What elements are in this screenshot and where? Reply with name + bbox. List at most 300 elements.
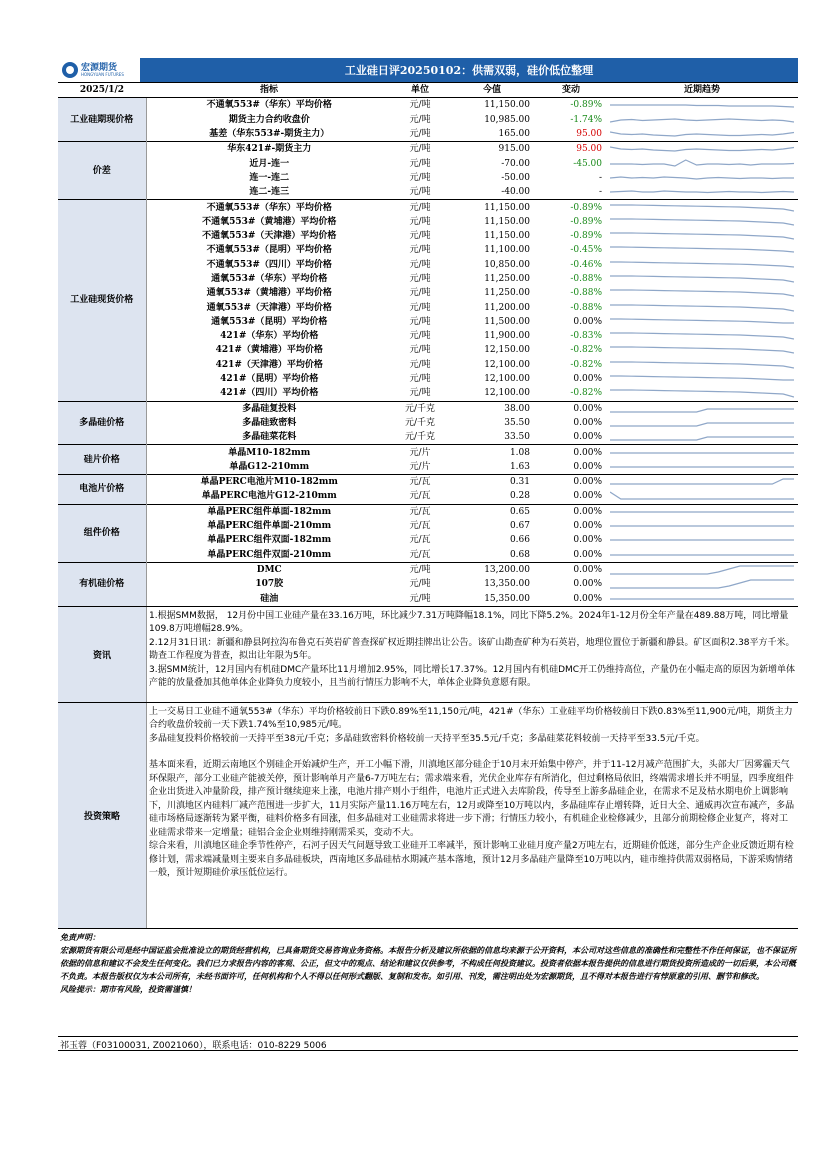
- change-value: 0.00%: [536, 562, 606, 577]
- news-item: 3.据SMM统计，12月国内有机硅DMC产量环比11月增加2.95%，同比增长17.37%。12月国内有机硅DMC开工仍维持高位，产量仍在小幅走高的原因为新增单体产能的放量叠加其他单体企业降负力度较小，且当前行情压力影响不大，单体企业降负意愿有限。: [149, 664, 796, 689]
- group-label: 有机硅价格: [58, 562, 146, 605]
- trend-line: [610, 362, 794, 368]
- report-page: [58, 58, 798, 1051]
- indicator-name: 通氧553#（天津港）平均价格: [206, 302, 332, 313]
- unit-cell: 元/瓦: [409, 491, 431, 502]
- trend-cell: [606, 156, 798, 170]
- table-row: [58, 358, 798, 372]
- today-value: 33.50: [504, 432, 530, 443]
- trend-cell: [606, 416, 798, 430]
- trend-sparkline: [610, 403, 794, 415]
- trend-sparkline: [610, 287, 794, 299]
- logo-english: HONGYUAN FUTURES: [81, 71, 124, 77]
- change-value: 0.00%: [536, 445, 606, 460]
- unit-cell: 元/片: [392, 445, 448, 460]
- trend-sparkline: [610, 564, 794, 576]
- trend-line: [610, 319, 794, 323]
- trend-line: [610, 205, 794, 211]
- today-value: 0.67: [509, 521, 530, 532]
- price-table: [58, 82, 798, 606]
- unit-cell: 元/吨: [409, 172, 431, 183]
- change-value: -0.82%: [570, 345, 602, 356]
- col-change: 变动: [536, 83, 606, 98]
- indicator-name: 通氧553#（黄埔港）平均价格: [206, 288, 332, 299]
- trend-cell: [606, 519, 798, 533]
- table-row: [58, 156, 798, 170]
- indicator-name: 不通氧553#（昆明）平均价格: [206, 245, 332, 256]
- analyst-contact: 祁玉蓉（F03100031, Z0021060），联系电话：010-8229 5006: [58, 1036, 798, 1051]
- news-label: 资讯: [58, 607, 147, 702]
- trend-sparkline: [610, 114, 794, 126]
- trend-sparkline: [610, 447, 794, 459]
- risk-warning: 风险提示：期市有风险，投资需谨慎！: [60, 983, 196, 994]
- indicator-name: 单晶PERC组件双面-210mm: [207, 549, 332, 560]
- table-row: [58, 519, 798, 533]
- unit-cell: 元/吨: [409, 114, 431, 125]
- trend-cell: [606, 372, 798, 386]
- trend-cell: [606, 343, 798, 357]
- unit-cell: 元/吨: [409, 245, 431, 256]
- indicator-name: 421#（天津港）平均价格: [215, 359, 323, 370]
- trend-line: [610, 160, 794, 166]
- trend-cell: [606, 562, 798, 577]
- trend-cell: [606, 215, 798, 229]
- change-value: -0.88%: [570, 274, 602, 284]
- strategy-item: 上一交易日工业硅不通氧553#（华东）平均价格较前日下跌0.89%至11,150元/吨，421#（华东）工业硅平均价格较前日下跌0.83%至11,900元/吨，期货主力合约收盘价较前一天下跌1.74%至10,985元/吨。: [149, 706, 793, 731]
- trend-sparkline: [610, 259, 794, 271]
- trend-sparkline: [610, 578, 794, 590]
- trend-line: [610, 276, 794, 282]
- report-header: [58, 58, 798, 82]
- indicator-name: 单晶PERC组件单面-182mm: [146, 504, 392, 519]
- unit-cell: 元/瓦: [392, 504, 448, 519]
- indicator-name: 不通氧553#（华东）平均价格: [146, 200, 392, 215]
- table-row: [58, 416, 798, 430]
- trend-cell: [606, 98, 798, 113]
- unit-cell: 元/吨: [392, 562, 448, 577]
- table-row: [58, 548, 798, 563]
- trend-cell: [606, 185, 798, 200]
- trend-line: [610, 290, 794, 296]
- company-logo: [58, 58, 140, 82]
- group-label: 工业硅现货价格: [58, 200, 146, 401]
- table-row: [58, 286, 798, 300]
- unit-cell: 元/瓦: [409, 535, 431, 546]
- today-value: 12,150.00: [484, 345, 530, 356]
- today-value: 1.63: [509, 461, 530, 472]
- table-row: [58, 171, 798, 185]
- strategy-item: 基本面来看，近期云南地区个别硅企开始减炉生产，开工小幅下滑，川滇地区部分硅企于10月末开始集中停产，并于11-12月减产范围扩大，头部大厂因雾霾天气环保限产，部分工业硅产能被关停，预计影响单月产量6-7万吨左右；需求端来看，光伏企业库存有所消化，但过剩格局依旧，终端需求增长并不明显，四季度组件企业出货进入冲量阶段，排产预计继续迎来上涨，电池片排产则小于组件，电池片正式进入去库阶段，传导至上游多晶硅企业，在需求不足及枯水期电价上调影响下，川滇地区内硅料厂减产范围进一步扩大，11月实际产量11.16万吨左右，12月或降至10万吨以内，多晶硅库存止增转降，近日大全、通威再次宣布减产，多晶硅市场格局逐渐转为紧平衡，硅料价格多有回涨，但多晶硅对工业硅需求将进一步下滑；行情压力较小，有机硅企业检修减少，且部分前期检修企业复产，将对工业硅需求带来一定增量；硅铝合金企业则维持刚需采买，变动不大。: [149, 760, 795, 838]
- trend-line: [610, 105, 794, 107]
- change-value: -0.89%: [536, 98, 606, 113]
- group-label: 硅片价格: [58, 445, 146, 475]
- trend-line: [610, 333, 794, 339]
- unit-cell: 元/吨: [392, 142, 448, 157]
- col-trend: 近期趋势: [606, 83, 798, 98]
- unit-cell: 元/吨: [409, 129, 431, 140]
- trend-cell: [606, 300, 798, 314]
- indicator-name: 不通氧553#（黄埔港）平均价格: [202, 216, 337, 227]
- trend-line: [610, 376, 794, 380]
- change-value: 0.00%: [573, 491, 602, 502]
- today-value: 11,250.00: [484, 288, 530, 299]
- indicator-name: 不通氧553#（天津港）平均价格: [202, 231, 337, 242]
- trend-line: [610, 347, 794, 353]
- change-value: 95.00: [576, 129, 602, 140]
- today-value: 10,985.00: [484, 114, 530, 125]
- trend-sparkline: [610, 216, 794, 228]
- indicator-name: 421#（四川）平均价格: [220, 388, 319, 399]
- indicator-name: 近月-连一: [249, 158, 290, 169]
- unit-cell: 元/吨: [392, 98, 448, 113]
- unit-cell: 元/片: [409, 461, 431, 472]
- unit-cell: 元/吨: [409, 274, 431, 284]
- table-row: [58, 329, 798, 343]
- change-value: -0.88%: [570, 302, 602, 313]
- unit-cell: 元/吨: [409, 259, 431, 270]
- disclaimer-body: 宏源期货有限公司是经中国证监会批准设立的期货经营机构，已具备期货交易咨询业务资格。本报告分析及建议所依据的信息均来源于公开资料，本公司对这些信息的准确性和完整性不作任何保证，也不保证所依据的信息和建议不会发生任何变化。我们已力求报告内容的客观、公正，但文中的观点、结论和建议仅供参考，不构成任何投资建议。投资者依据本报告提供的信息进行期货投资所造成的一切后果，本公司概不负责。本报告版权仅为本公司所有，未经书面许可，任何机构和个人不得以任何形式翻版、复制和发布。如引用、刊发，需注明出处为宏源期货，且不得对本报告进行有悖原意的引用、删节和修改。: [60, 944, 796, 981]
- today-value: 11,200.00: [484, 302, 530, 313]
- today-value: 11,250.00: [484, 274, 530, 284]
- trend-sparkline: [610, 520, 794, 532]
- unit-cell: 元/吨: [409, 302, 431, 313]
- trend-line: [610, 390, 794, 397]
- trend-sparkline: [610, 244, 794, 256]
- table-row: [58, 489, 798, 504]
- news-item: 1.根据SMM数据， 12月份中国工业硅产量在33.16万吨，环比减少7.31万吨降幅18.1%，同比下降5.2%。2024年1-12月份全年产量在489.88万吨，同比增量109.8万吨增幅28.9%。: [149, 610, 789, 635]
- change-value: 0.00%: [536, 504, 606, 519]
- trend-cell: [606, 591, 798, 605]
- indicator-name: 华东421#-期货主力: [146, 142, 392, 157]
- today-value: 13,350.00: [484, 579, 530, 590]
- group-label: 组件价格: [58, 504, 146, 562]
- trend-line: [610, 566, 794, 574]
- table-row: [58, 113, 798, 127]
- change-value: -0.82%: [570, 388, 602, 399]
- trend-sparkline: [610, 158, 794, 170]
- indicator-name: 多晶硅菜花料: [242, 432, 297, 443]
- today-value: 11,150.00: [484, 231, 530, 242]
- trend-sparkline: [610, 431, 794, 443]
- trend-cell: [606, 475, 798, 490]
- today-value: 12,100.00: [484, 388, 530, 399]
- trend-cell: [606, 272, 798, 286]
- today-value: 165.00: [498, 129, 530, 140]
- unit-cell: 元/瓦: [409, 521, 431, 532]
- trend-line: [610, 262, 794, 267]
- table-row: [58, 577, 798, 591]
- table-row: [58, 98, 798, 113]
- trend-sparkline: [610, 417, 794, 429]
- indicator-name: 单晶PERC组件双面-182mm: [207, 535, 332, 546]
- trend-line: [610, 437, 794, 440]
- trend-sparkline: [610, 549, 794, 561]
- change-value: -0.88%: [570, 288, 602, 299]
- indicator-name: 通氧553#（昆明）平均价格: [211, 316, 328, 327]
- indicator-name: 单晶PERC组件单面-210mm: [207, 521, 332, 532]
- strategy-item: 综合来看，川滇地区硅企季节性停产，石河子因天气问题导致工业硅开工率减半，预计影响工业硅月度产量2万吨左右，近期硅价低迷，部分生产企业反馈近期有检修计划，需求端减量则主要来自多晶硅板块，西南地区多晶硅枯水期减产基本落地，预计12月多晶硅产量降至10万吨以内，硅市维持供需双弱格局，下游采购情绪一般，预计短期硅价承压低位运行。: [149, 841, 794, 879]
- change-value: 0.00%: [536, 475, 606, 490]
- change-value: 0.00%: [573, 316, 602, 327]
- unit-cell: 元/吨: [392, 200, 448, 215]
- trend-line: [610, 191, 794, 193]
- trend-line: [610, 492, 794, 499]
- table-row: [58, 372, 798, 386]
- trend-cell: [606, 200, 798, 215]
- change-value: -1.74%: [570, 114, 602, 125]
- indicator-name: 基差（华东553#-期货主力）: [209, 129, 330, 140]
- unit-cell: 元/吨: [409, 158, 431, 169]
- table-row: [58, 475, 798, 490]
- trend-cell: [606, 243, 798, 257]
- table-row: [58, 243, 798, 257]
- trend-sparkline: [610, 593, 794, 605]
- change-value: -0.82%: [570, 359, 602, 370]
- report-date: 2025/1/2: [58, 83, 146, 98]
- change-value: 0.00%: [536, 401, 606, 416]
- today-value: 13,200.00: [448, 562, 536, 577]
- today-value: 0.65: [448, 504, 536, 519]
- table-row: [58, 258, 798, 272]
- indicator-name: 421#（昆明）平均价格: [220, 374, 319, 385]
- change-value: 0.00%: [573, 432, 602, 443]
- today-value: 0.31: [448, 475, 536, 490]
- today-value: 1.08: [448, 445, 536, 460]
- strategy-text: [147, 703, 798, 928]
- today-value: 0.68: [509, 549, 530, 560]
- table-row: [58, 315, 798, 329]
- table-row: [58, 386, 798, 401]
- trend-sparkline: [610, 172, 794, 184]
- trend-line: [610, 177, 794, 179]
- trend-cell: [606, 113, 798, 127]
- unit-cell: 元/千克: [404, 417, 436, 428]
- trend-line: [610, 423, 794, 426]
- change-value: 0.00%: [573, 579, 602, 590]
- news-section: [58, 606, 798, 702]
- trend-sparkline: [610, 273, 794, 285]
- column-header-row: [58, 83, 798, 98]
- logo-name: 宏源期货: [81, 62, 118, 73]
- indicator-name: 421#（华东）平均价格: [220, 331, 319, 342]
- unit-cell: 元/吨: [409, 374, 431, 385]
- unit-cell: 元/吨: [409, 288, 431, 299]
- trend-sparkline: [610, 316, 794, 328]
- col-unit: 单位: [392, 83, 448, 98]
- today-value: 11,900.00: [484, 331, 530, 342]
- trend-sparkline: [610, 330, 794, 342]
- trend-line: [610, 409, 794, 412]
- trend-cell: [606, 229, 798, 243]
- change-value: -0.89%: [570, 216, 602, 227]
- unit-cell: 元/吨: [409, 593, 431, 604]
- table-row: [58, 272, 798, 286]
- table-row: [58, 185, 798, 200]
- table-row: [58, 533, 798, 547]
- unit-cell: 元/吨: [409, 345, 431, 356]
- trend-line: [610, 479, 794, 484]
- strategy-item: [149, 746, 796, 759]
- group-label: 多晶硅价格: [58, 401, 146, 445]
- unit-cell: 元/吨: [409, 187, 431, 198]
- indicator-name: 期货主力合约收盘价: [228, 114, 310, 125]
- change-value: 0.00%: [573, 417, 602, 428]
- trend-line: [610, 132, 794, 136]
- trend-cell: [606, 315, 798, 329]
- today-value: -40.00: [501, 187, 530, 198]
- trend-sparkline: [610, 186, 794, 198]
- trend-cell: [606, 171, 798, 185]
- trend-cell: [606, 329, 798, 343]
- change-value: 0.00%: [573, 593, 602, 604]
- trend-sparkline: [610, 373, 794, 385]
- indicator-name: 单晶PERC电池片M10-182mm: [146, 475, 392, 490]
- group-label: 价差: [58, 142, 146, 200]
- unit-cell: 元/瓦: [409, 549, 431, 560]
- trend-sparkline: [610, 387, 794, 399]
- table-row: [58, 401, 798, 416]
- disclaimer: [58, 928, 798, 1036]
- today-value: 11,150.00: [448, 98, 536, 113]
- trend-line: [610, 119, 794, 122]
- trend-cell: [606, 401, 798, 416]
- trend-cell: [606, 127, 798, 142]
- indicator-name: 107胶: [255, 579, 284, 590]
- table-row: [58, 300, 798, 314]
- today-value: -70.00: [501, 158, 530, 169]
- trend-sparkline: [610, 359, 794, 371]
- table-row: [58, 343, 798, 357]
- trend-line: [610, 219, 794, 225]
- change-value: -: [598, 187, 602, 198]
- strategy-section: [58, 702, 798, 928]
- trend-sparkline: [610, 302, 794, 314]
- unit-cell: 元/吨: [409, 216, 431, 227]
- unit-cell: 元/千克: [392, 401, 448, 416]
- today-value: 10,850.00: [484, 259, 530, 270]
- trend-cell: [606, 142, 798, 157]
- trend-line: [610, 233, 794, 239]
- table-row: [58, 215, 798, 229]
- strategy-item: 多晶硅复投料价格较前一天持平至38元/千克；多晶硅致密料价格较前一天持平至35.5元/千克；多晶硅菜花料较前一天持平至33.5元/千克。: [149, 733, 705, 744]
- change-value: 0.00%: [573, 461, 602, 472]
- trend-line: [610, 580, 794, 588]
- change-value: -0.45%: [570, 245, 602, 256]
- indicator-name: 硅油: [260, 593, 279, 604]
- trend-cell: [606, 445, 798, 460]
- indicator-name: 多晶硅复投料: [146, 401, 392, 416]
- trend-line: [610, 247, 794, 252]
- group-label: 工业硅期现价格: [58, 98, 146, 142]
- trend-cell: [606, 533, 798, 547]
- change-value: -45.00: [573, 158, 602, 169]
- trend-cell: [606, 258, 798, 272]
- indicator-name: 连二-连三: [249, 187, 290, 198]
- today-value: 11,100.00: [484, 245, 530, 256]
- table-row: [58, 562, 798, 577]
- trend-sparkline: [610, 344, 794, 356]
- today-value: -50.00: [501, 172, 530, 183]
- change-value: -0.89%: [570, 231, 602, 242]
- today-value: 11,150.00: [484, 216, 530, 227]
- indicator-name: 不通氧553#（华东）平均价格: [146, 98, 392, 113]
- indicator-name: 通氧553#（华东）平均价格: [211, 274, 328, 284]
- today-value: 12,100.00: [484, 374, 530, 385]
- change-value: -: [598, 172, 602, 183]
- indicator-name: 不通氧553#（四川）平均价格: [206, 259, 332, 270]
- table-row: [58, 127, 798, 142]
- unit-cell: 元/吨: [409, 231, 431, 242]
- trend-line: [610, 147, 794, 151]
- report-title: 工业硅日评20250102：供需双弱，硅价低位整理: [140, 58, 798, 82]
- unit-cell: 元/瓦: [392, 475, 448, 490]
- indicator-name: 单晶M10-182mm: [146, 445, 392, 460]
- today-value: 11,150.00: [448, 200, 536, 215]
- table-row: [58, 200, 798, 215]
- change-value: 0.00%: [573, 549, 602, 560]
- indicator-name: 多晶硅致密料: [242, 417, 297, 428]
- trend-cell: [606, 489, 798, 504]
- change-value: 0.00%: [573, 521, 602, 532]
- table-row: [58, 460, 798, 475]
- group-label: 电池片价格: [58, 475, 146, 505]
- col-indicator: 指标: [146, 83, 392, 98]
- table-row: [58, 142, 798, 157]
- unit-cell: 元/千克: [404, 432, 436, 443]
- trend-cell: [606, 358, 798, 372]
- unit-cell: 元/吨: [409, 359, 431, 370]
- today-value: 12,100.00: [484, 359, 530, 370]
- table-row: [58, 229, 798, 243]
- today-value: 0.66: [509, 535, 530, 546]
- change-value: -0.46%: [570, 259, 602, 270]
- trend-sparkline: [610, 143, 794, 155]
- strategy-label: 投资策略: [58, 703, 147, 928]
- trend-sparkline: [610, 506, 794, 518]
- change-value: 0.00%: [573, 535, 602, 546]
- trend-sparkline: [610, 490, 794, 502]
- trend-sparkline: [610, 128, 794, 140]
- indicator-name: 连一-连二: [249, 172, 290, 183]
- unit-cell: 元/吨: [409, 579, 431, 590]
- news-item: 2.12月31日讯：新疆和静县阿拉沟布鲁克石英岩矿普查探矿权近期挂牌出让公告。该矿山勘查矿种为石英岩，地理位置位于新疆和静县。矿区面积2.38平方千米。勘查工作程度为普查，拟出让年限为5年。: [149, 637, 795, 662]
- trend-cell: [606, 286, 798, 300]
- trend-sparkline: [610, 230, 794, 242]
- indicator-name: 单晶G12-210mm: [229, 461, 310, 472]
- trend-cell: [606, 577, 798, 591]
- indicator-name: 421#（黄埔港）平均价格: [215, 345, 323, 356]
- trend-sparkline: [610, 461, 794, 473]
- disclaimer-title: 免责声明：: [60, 931, 100, 942]
- trend-cell: [606, 386, 798, 401]
- trend-sparkline: [610, 99, 794, 111]
- unit-cell: 元/吨: [409, 388, 431, 399]
- indicator-name: DMC: [146, 562, 392, 577]
- trend-sparkline: [610, 534, 794, 546]
- trend-line: [610, 305, 794, 311]
- today-value: 35.50: [504, 417, 530, 428]
- trend-cell: [606, 430, 798, 445]
- unit-cell: 元/吨: [409, 331, 431, 342]
- table-row: [58, 591, 798, 605]
- news-text: [147, 607, 798, 702]
- trend-cell: [606, 460, 798, 475]
- today-value: 38.00: [448, 401, 536, 416]
- table-row: [58, 504, 798, 519]
- unit-cell: 元/吨: [409, 316, 431, 327]
- logo-icon: [62, 62, 78, 78]
- today-value: 915.00: [448, 142, 536, 157]
